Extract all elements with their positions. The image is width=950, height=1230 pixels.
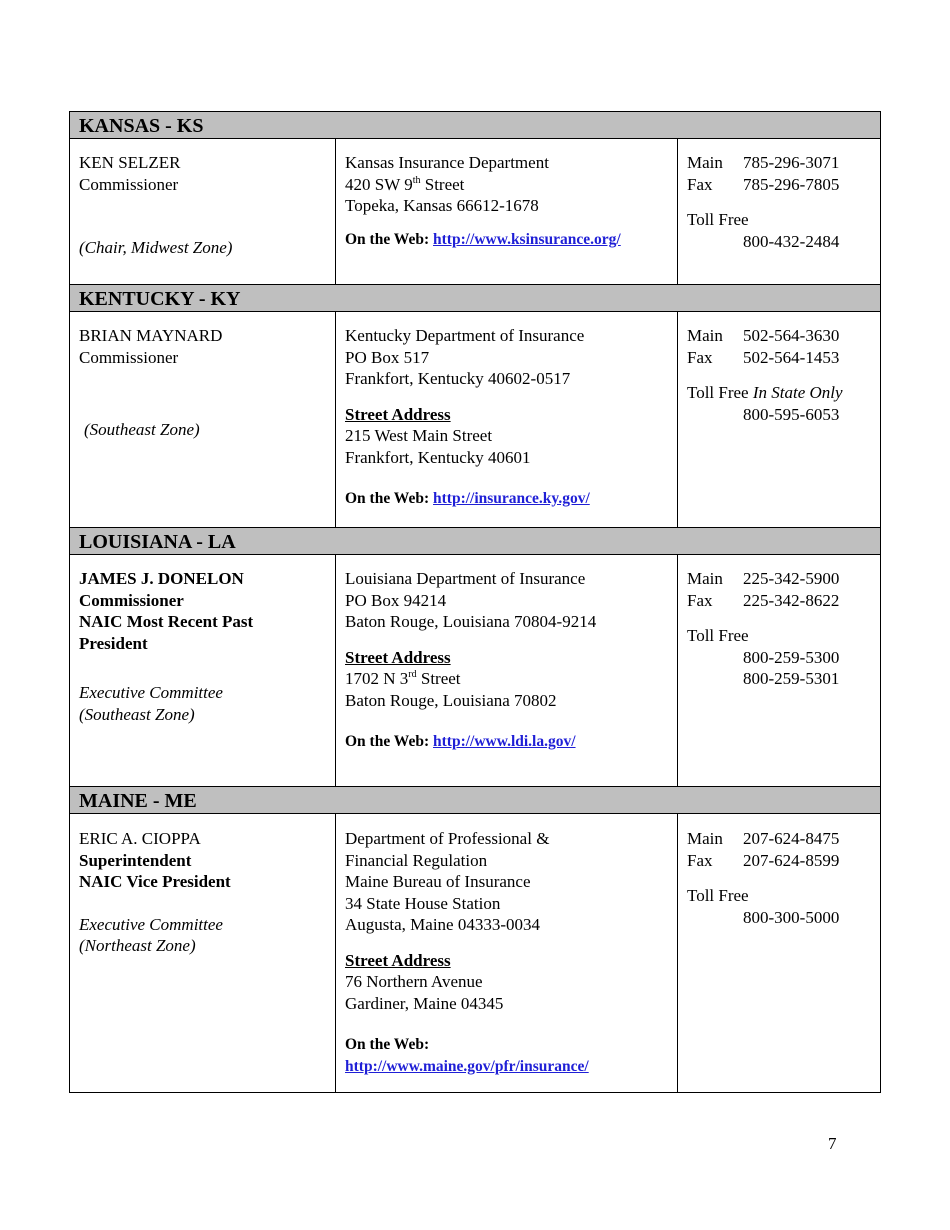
official-cell: [70, 555, 336, 787]
web-link[interactable]: http://www.ksinsurance.org/: [433, 230, 621, 248]
city-line: Baton Rouge, Louisiana 70804-9214: [345, 612, 597, 631]
official-cell: [70, 814, 336, 1093]
web-line: On the Web: http://www.ldi.la.gov/: [345, 733, 576, 750]
street-address-heading: Street Address: [345, 647, 451, 667]
toll-free-label: Toll Free: [687, 626, 749, 645]
agency-name: Louisiana Department of Insurance: [345, 569, 586, 588]
state-header: KANSAS - KS: [70, 112, 881, 139]
street-address-heading: Street Address: [345, 404, 451, 424]
street-address: 420 SW 9th Street: [345, 174, 465, 194]
official-title: Commissioner: [79, 174, 179, 194]
agency-name: Kansas Insurance Department: [345, 153, 549, 172]
official-title: Commissioner: [79, 590, 184, 610]
phone-cell: [678, 312, 881, 528]
street-city: Gardiner, Maine 04345: [345, 993, 504, 1013]
official-zone: (Chair, Midwest Zone): [79, 238, 233, 257]
street-address-heading: Street Address: [345, 950, 451, 970]
official-zone: (Southeast Zone): [84, 420, 200, 439]
state-row: [70, 139, 881, 285]
official-zone: (Northeast Zone): [79, 936, 196, 955]
toll-free-label: Toll Free: [687, 210, 749, 229]
agency-name: Kentucky Department of Insurance: [345, 326, 585, 345]
web-link[interactable]: http://insurance.ky.gov/: [433, 490, 590, 507]
city-line: Frankfort, Kentucky 40602-0517: [345, 369, 571, 388]
state-row: [70, 555, 881, 787]
po-box: PO Box 517: [345, 347, 430, 367]
fax-phone: Fax 502-564-1453: [687, 347, 840, 367]
city-line: Topeka, Kansas 66612-1678: [345, 196, 539, 215]
official-role-cont: President: [79, 633, 148, 653]
address-cell: [336, 555, 678, 787]
official-committee: Executive Committee: [79, 914, 223, 934]
state-header-row: [70, 787, 881, 814]
toll-free-number: 800-432-2484: [743, 231, 840, 251]
web-link[interactable]: http://www.ldi.la.gov/: [433, 733, 576, 750]
official-zone: (Southeast Zone): [79, 704, 195, 724]
official-name: JAMES J. DONELON: [79, 569, 244, 588]
official-title: Superintendent: [79, 850, 192, 870]
web-line: [345, 1056, 671, 1078]
state-header: MAINE - ME: [70, 787, 881, 814]
agency-name-cont: Financial Regulation: [345, 850, 488, 870]
street-address: 1702 N 3rd Street: [345, 669, 461, 688]
official-role: NAIC Most Recent Past: [79, 612, 254, 631]
toll-free-number-2: 800-259-5301: [743, 669, 840, 688]
main-phone: Main 785-296-3071: [687, 153, 840, 172]
address-cell: [336, 139, 678, 285]
bureau-name: Maine Bureau of Insurance: [345, 872, 531, 891]
state-header: KENTUCKY - KY: [70, 285, 881, 312]
toll-free-number: 800-300-5000: [743, 907, 840, 927]
toll-free-label: Toll Free: [687, 886, 749, 905]
street-city: Frankfort, Kentucky 40601: [345, 447, 531, 467]
official-name: ERIC A. CIOPPA: [79, 829, 201, 848]
official-title: Commissioner: [79, 347, 179, 367]
state-header: LOUISIANA - LA: [70, 528, 881, 555]
street-city: Baton Rouge, Louisiana 70802: [345, 690, 557, 710]
fax-phone: Fax 785-296-7805: [687, 174, 840, 194]
street-address: 76 Northern Avenue: [345, 972, 483, 991]
city-line: Augusta, Maine 04333-0034: [345, 915, 541, 934]
agency-name: Department of Professional &: [345, 829, 550, 848]
official-name: BRIAN MAYNARD: [79, 326, 223, 345]
page-number: 7: [828, 1134, 837, 1153]
address-cell: [336, 312, 678, 528]
toll-free-label: Toll Free In State Only: [687, 383, 843, 402]
state-row: [70, 814, 881, 1093]
po-box: PO Box 94214: [345, 590, 447, 610]
web-label: On the Web:: [345, 1036, 430, 1053]
official-name: KEN SELZER: [79, 153, 181, 172]
address-cell: [336, 814, 678, 1093]
web-line: On the Web: http://www.ksinsurance.org/: [345, 230, 621, 248]
toll-free-number: 800-259-5300: [743, 647, 840, 667]
official-role: NAIC Vice President: [79, 872, 231, 891]
official-cell: [70, 139, 336, 285]
main-phone: Main 225-342-5900: [687, 569, 840, 588]
official-cell: [70, 312, 336, 528]
state-header-row: [70, 285, 881, 312]
phone-cell: [678, 139, 881, 285]
web-link[interactable]: http://www.maine.gov/pfr/insurance/: [345, 1057, 589, 1075]
web-line: On the Web: http://insurance.ky.gov/: [345, 490, 590, 507]
phone-cell: [678, 814, 881, 1093]
directory-table: [69, 111, 881, 1093]
official-committee: Executive Committee: [79, 683, 223, 702]
main-phone: Main 502-564-3630: [687, 326, 840, 345]
main-phone: Main 207-624-8475: [687, 829, 840, 848]
phone-cell: [678, 555, 881, 787]
state-header-row: [70, 112, 881, 139]
toll-free-number: 800-595-6053: [743, 404, 840, 424]
station-line: 34 State House Station: [345, 893, 501, 913]
fax-phone: Fax 207-624-8599: [687, 850, 840, 870]
state-row: [70, 312, 881, 528]
fax-phone: Fax 225-342-8622: [687, 590, 840, 610]
state-header-row: [70, 528, 881, 555]
street-address: 215 West Main Street: [345, 426, 493, 445]
